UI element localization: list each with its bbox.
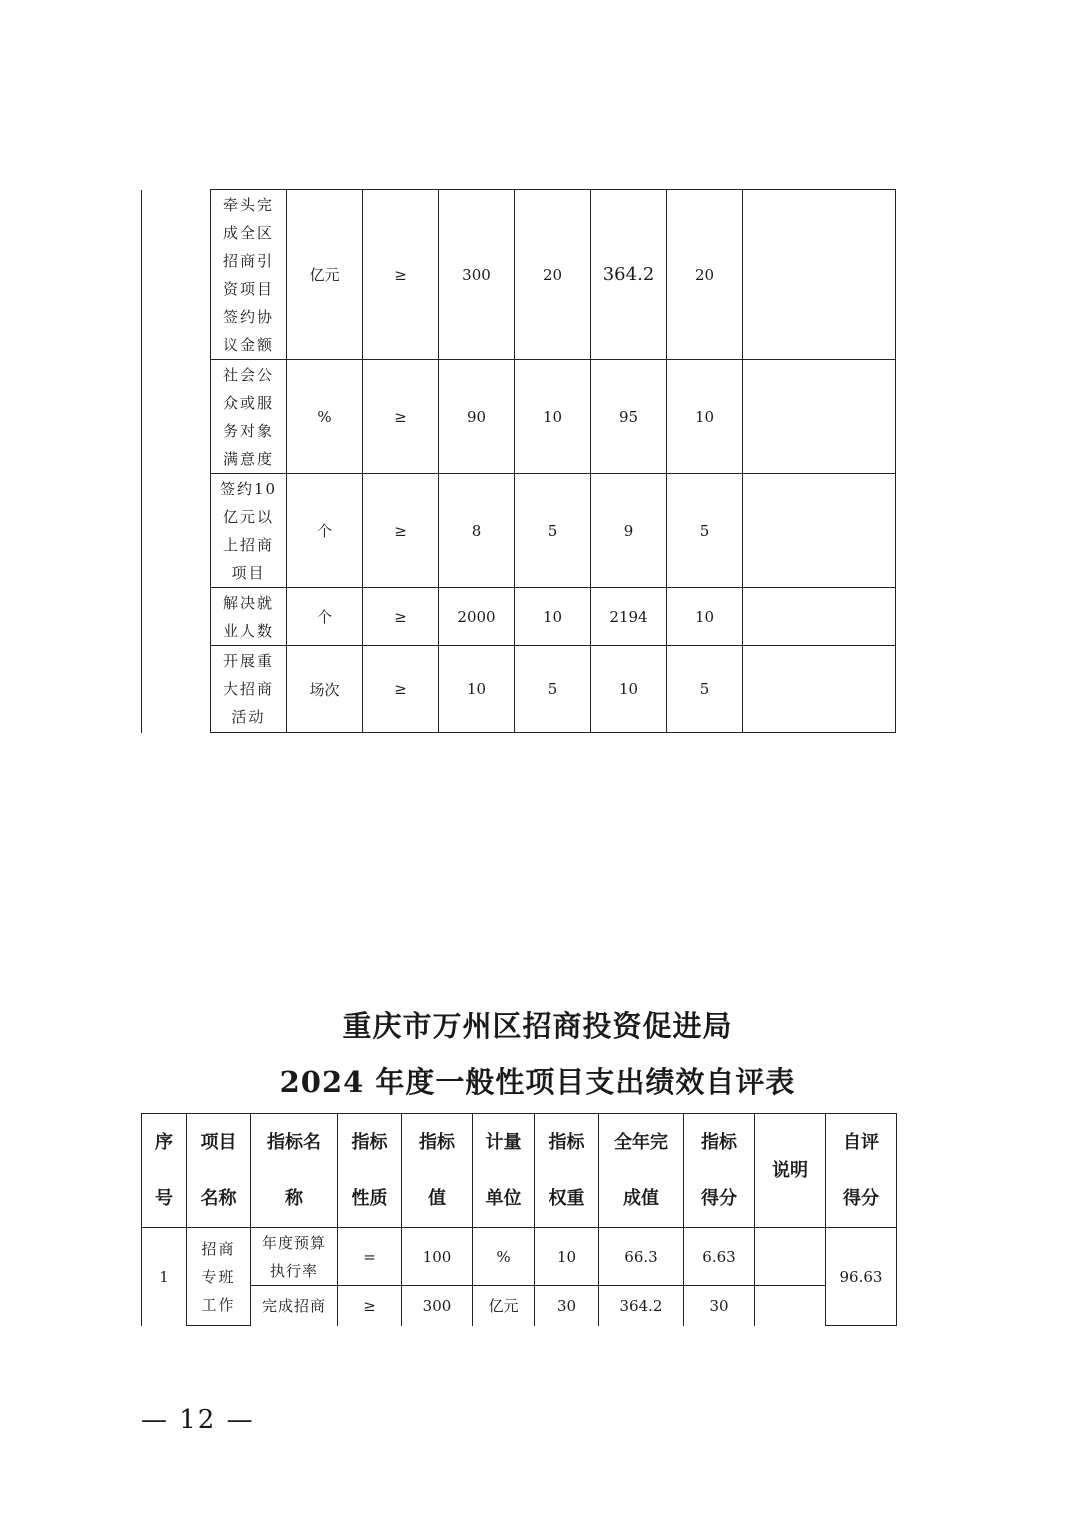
nature-cell: ≥ — [363, 646, 439, 733]
text-line: 执行率 — [269, 1261, 318, 1280]
note-cell — [755, 1228, 826, 1286]
text-line: 号 — [155, 1187, 173, 1209]
text-line: 成值 — [623, 1187, 659, 1209]
nature-cell: ≥ — [363, 588, 439, 646]
table-row — [142, 1228, 897, 1286]
note-cell — [743, 360, 896, 474]
text-line: 签约协 — [222, 307, 274, 326]
note-cell — [743, 588, 896, 646]
seq-cell: 1 — [142, 1228, 187, 1326]
text-line: 年度预算 — [261, 1233, 326, 1252]
table-row — [142, 474, 896, 588]
score-cell: 30 — [684, 1286, 755, 1326]
column-header — [473, 1114, 535, 1228]
text-line: 业人数 — [222, 621, 274, 640]
column-header — [142, 1114, 187, 1228]
unit-cell: 个 — [287, 474, 363, 588]
text-line: 指标 — [351, 1131, 388, 1153]
text-line: 开展重 — [222, 652, 274, 670]
column-header — [402, 1114, 473, 1228]
text-line: 招商 — [201, 1239, 236, 1258]
text-line: 说明 — [772, 1159, 808, 1181]
nature-cell: ≥ — [363, 360, 439, 474]
text-line: 自评 — [843, 1131, 879, 1153]
target-cell: 8 — [439, 474, 515, 588]
text-line: 得分 — [701, 1187, 737, 1209]
text-line: 招商引 — [222, 251, 274, 270]
text-line: 指标 — [419, 1131, 455, 1153]
weight-cell: 20 — [515, 190, 591, 360]
column-header — [826, 1114, 897, 1228]
text-line: 务对象 — [222, 421, 274, 440]
weight-cell: 5 — [515, 474, 591, 588]
unit-cell: 亿元 — [287, 190, 363, 360]
score-cell: 10 — [667, 588, 743, 646]
empty-cell — [142, 646, 211, 733]
text-line: 大招商 — [222, 680, 274, 698]
report-title-line1: 重庆市万州区招商投资促进局 — [342, 1009, 733, 1043]
score-cell: 6.63 — [684, 1228, 755, 1286]
text-line: 众或服 — [222, 393, 274, 412]
unit-cell: % — [287, 360, 363, 474]
actual-cell: 9 — [591, 474, 667, 588]
text-line: 序 — [155, 1131, 173, 1153]
table-row — [142, 1286, 897, 1326]
note-cell — [743, 474, 896, 588]
column-header — [684, 1114, 755, 1228]
text-line: 指标名 — [267, 1131, 321, 1153]
score-cell: 5 — [667, 646, 743, 733]
text-line: 解决就 — [222, 593, 274, 612]
indicator-name-cell — [211, 646, 287, 733]
table-row — [142, 190, 896, 360]
nature-cell: ≥ — [363, 190, 439, 360]
empty-cell — [142, 474, 211, 588]
actual-cell: 364.2 — [591, 190, 667, 360]
actual-cell: 66.3 — [599, 1228, 684, 1286]
weight-cell: 5 — [515, 646, 591, 733]
column-header — [251, 1114, 338, 1228]
actual-cell: 95 — [591, 360, 667, 474]
indicator-name-cell — [211, 190, 287, 360]
score-cell: 5 — [667, 474, 743, 588]
nature-cell: = — [338, 1228, 402, 1286]
table-row — [142, 588, 896, 646]
text-line: 活动 — [231, 708, 266, 726]
nature-cell: ≥ — [338, 1286, 402, 1326]
text-line: 称 — [285, 1187, 303, 1209]
page-number: — 12 — — [141, 1405, 255, 1435]
column-header — [599, 1114, 684, 1228]
score-cell: 10 — [667, 360, 743, 474]
indicator-name-cell — [211, 588, 287, 646]
text-line: 项目 — [231, 563, 266, 582]
target-cell: 300 — [402, 1286, 473, 1326]
text-line: 牵头完 — [222, 195, 274, 214]
unit-cell: 亿元 — [473, 1286, 535, 1326]
indicator-name-cell — [211, 360, 287, 474]
text-line: 工作 — [201, 1295, 236, 1314]
empty-cell — [142, 360, 211, 474]
unit-cell: 个 — [287, 588, 363, 646]
weight-cell: 10 — [515, 360, 591, 474]
text-line: 社会公 — [222, 365, 274, 384]
indicator-name-cell — [251, 1286, 338, 1326]
text-line: 值 — [428, 1187, 446, 1209]
text-line: 计量 — [485, 1131, 522, 1153]
weight-cell: 30 — [535, 1286, 599, 1326]
project-name-cell — [187, 1228, 251, 1326]
report-title-line2: 2024 年度一般性项目支出绩效自评表 — [279, 1065, 796, 1099]
actual-cell: 10 — [591, 646, 667, 733]
table-row — [142, 360, 896, 474]
empty-cell — [142, 190, 211, 360]
text-line: 专班 — [201, 1267, 236, 1286]
note-cell — [755, 1286, 826, 1326]
nature-cell: ≥ — [363, 474, 439, 588]
weight-cell: 10 — [515, 588, 591, 646]
note-cell — [743, 646, 896, 733]
text-line: 得分 — [843, 1187, 879, 1209]
text-line: 资项目 — [222, 279, 274, 298]
text-line: 性质 — [351, 1187, 388, 1209]
text-line: 权重 — [548, 1187, 585, 1209]
indicator-table-continuation — [141, 189, 895, 732]
text-line: 全年完 — [614, 1131, 668, 1153]
target-cell: 300 — [439, 190, 515, 360]
column-header — [338, 1114, 402, 1228]
text-line: 上招商 — [222, 535, 274, 554]
target-cell: 10 — [439, 646, 515, 733]
text-line: 项目 — [200, 1131, 237, 1153]
text-line: 完成招商 — [261, 1296, 326, 1315]
score-cell: 20 — [667, 190, 743, 360]
column-header — [187, 1114, 251, 1228]
text-line: 成全区 — [222, 223, 274, 242]
text-line: 指标 — [548, 1131, 585, 1153]
column-header — [535, 1114, 599, 1228]
text-line: 名称 — [200, 1187, 237, 1209]
actual-cell: 364.2 — [599, 1286, 684, 1326]
actual-cell: 2194 — [591, 588, 667, 646]
indicator-name-cell — [251, 1228, 338, 1286]
text-line: 签约10 — [219, 479, 278, 498]
self-evaluation-table — [141, 1113, 896, 1325]
indicator-name-cell — [211, 474, 287, 588]
unit-cell: % — [473, 1228, 535, 1286]
target-cell: 2000 — [439, 588, 515, 646]
table-header-row — [142, 1114, 897, 1228]
column-header — [755, 1114, 826, 1228]
text-line: 亿元以 — [222, 507, 274, 526]
text-line: 单位 — [485, 1187, 522, 1209]
target-cell: 90 — [439, 360, 515, 474]
text-line: 指标 — [701, 1131, 737, 1153]
text-line: 议金额 — [222, 335, 274, 354]
text-line: 满意度 — [222, 449, 274, 468]
self-score-cell: 96.63 — [826, 1228, 897, 1326]
note-cell — [743, 190, 896, 360]
empty-cell — [142, 588, 211, 646]
table-row — [142, 646, 896, 733]
target-cell: 100 — [402, 1228, 473, 1286]
unit-cell: 场次 — [287, 646, 363, 733]
weight-cell: 10 — [535, 1228, 599, 1286]
